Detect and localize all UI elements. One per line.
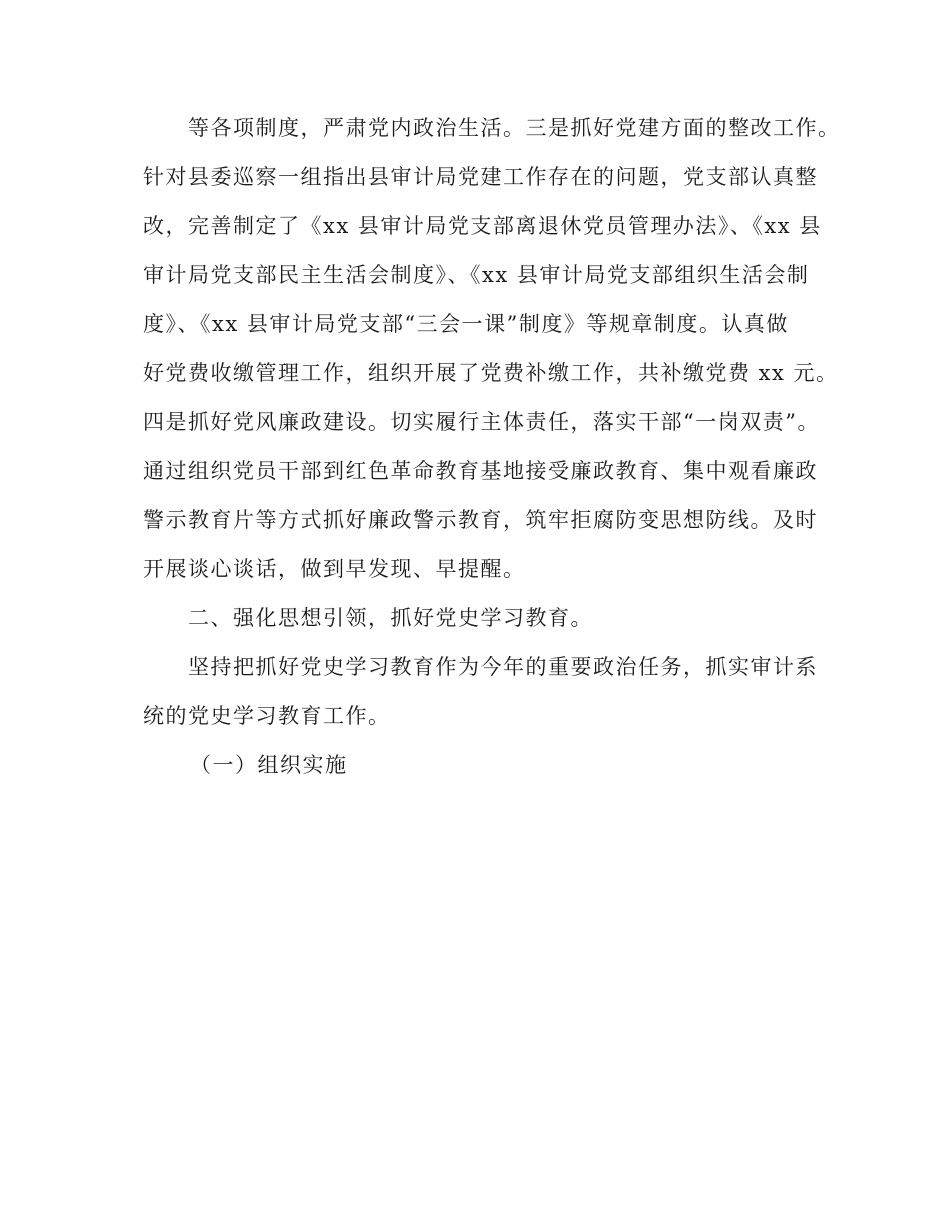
section-heading: 二、强化思想引领，抓好党史学习教育。 — [188, 606, 593, 630]
paragraph-line: 改，完善制定了《xx 县审计局党支部离退休党员管理办法》、《xx 县 — [143, 214, 822, 238]
paragraph-line: 度》、《xx 县审计局党支部“三会一课”制度》等规章制度。认真做 — [143, 312, 789, 336]
paragraph-line: 审计局党支部民主生活会制度》、《xx 县审计局党支部组织生活会制 — [143, 263, 810, 287]
subsection-heading: （一）组织实施 — [190, 753, 348, 777]
paragraph-line: 统的党史学习教育工作。 — [143, 704, 391, 728]
paragraph-line: 通过组织党员干部到红色革命教育基地接受廉政教育、集中观看廉政 — [143, 459, 818, 483]
paragraph-line: 开展谈心谈话，做到早发现、早提醒。 — [143, 557, 526, 581]
paragraph-line: 坚持把抓好党史学习教育作为今年的重要政治任务，抓实审计系 — [188, 655, 818, 679]
paragraph-line: 好党费收缴管理工作，组织开展了党费补缴工作，共补缴党费 xx 元。 — [143, 361, 839, 385]
paragraph-line: 四是抓好党风廉政建设。切实履行主体责任，落实干部“一岗双责”。 — [143, 410, 820, 434]
paragraph-line: 警示教育片等方式抓好廉政警示教育，筑牢拒腐防变思想防线。及时 — [143, 508, 818, 532]
document-body — [143, 104, 841, 790]
paragraph-line: 针对县委巡察一组指出县审计局党建工作存在的问题，党支部认真整 — [143, 165, 818, 189]
paragraph-line: 等各项制度，严肃党内政治生活。三是抓好党建方面的整改工作。 — [188, 116, 841, 140]
